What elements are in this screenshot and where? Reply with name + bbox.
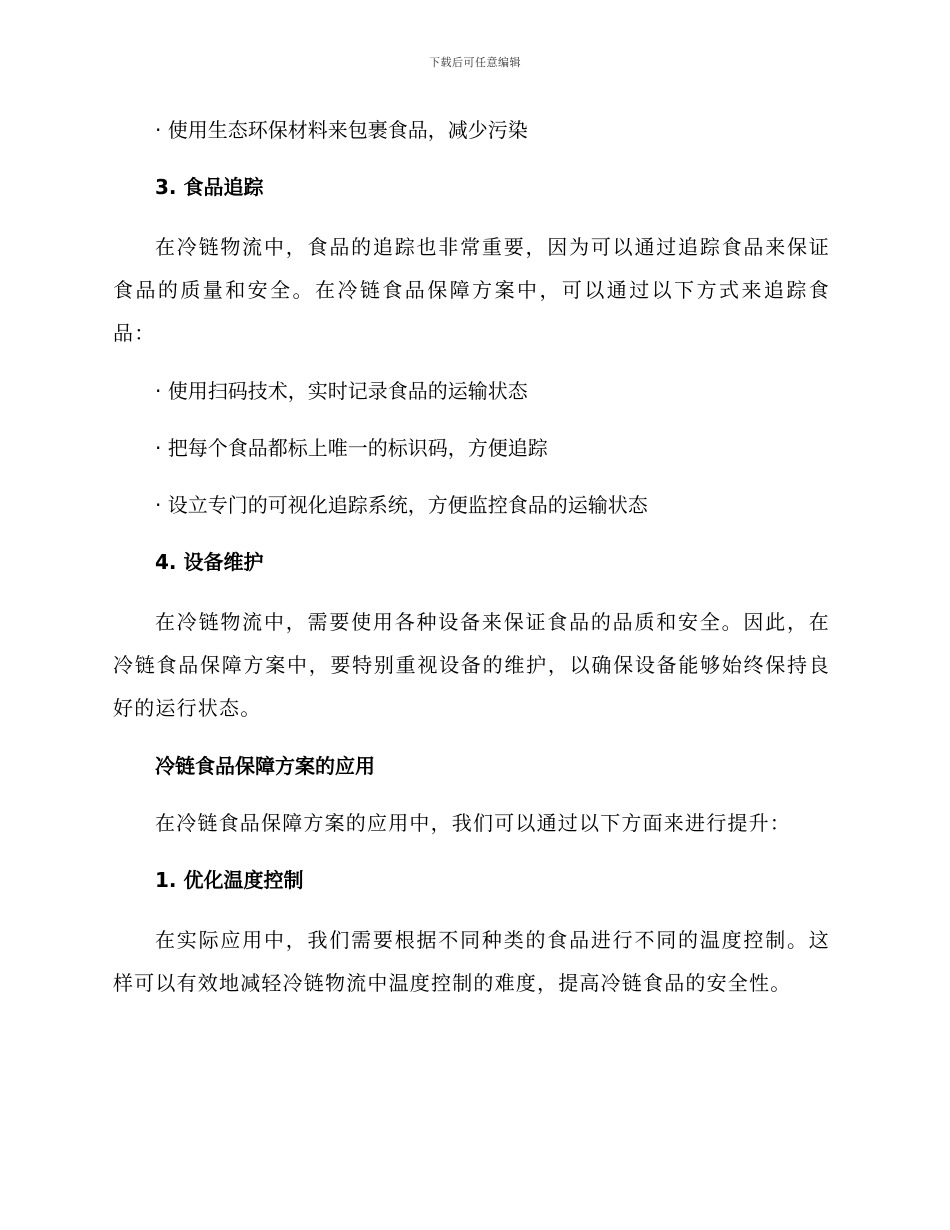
heading-temperature-control: 1. 优化温度控制: [155, 868, 304, 892]
bullet-eco-packaging: · 使用生态环保材料来包裹食品，减少污染: [155, 118, 528, 142]
document-body: [113, 112, 830, 1023]
heading-food-tracking: 3. 食品追踪: [155, 175, 264, 199]
paragraph-food-tracking: 在冷链物流中，食品的追踪也非常重要，因为可以通过追踪食品来保证食品的质量和安全。在冷链食品保障方案中，可以通过以下方式来追踪食品：: [113, 235, 830, 345]
bullet-visual-tracking: · 设立专门的可视化追踪系统，方便监控食品的运输状态: [155, 493, 648, 517]
bullet-scan-code: · 使用扫码技术，实时记录食品的运输状态: [155, 379, 528, 403]
header-note: 下载后可任意编辑: [429, 56, 521, 69]
heading-application: 冷链食品保障方案的应用: [155, 754, 375, 778]
heading-equipment-maintenance: 4. 设备维护: [155, 550, 264, 574]
paragraph-equipment-maintenance: 在冷链物流中，需要使用各种设备来保证食品的品质和安全。因此，在冷链食品保障方案中，要特别重视设备的维护，以确保设备能够始终保持良好的运行状态。: [113, 610, 830, 720]
paragraph-application: 在冷链食品保障方案的应用中，我们可以通过以下方面来进行提升：: [155, 811, 791, 835]
paragraph-temperature-control: 在实际应用中，我们需要根据不同种类的食品进行不同的温度控制。这样可以有效地减轻冷链物流中温度控制的难度，提高冷链食品的安全性。: [113, 928, 830, 995]
bullet-unique-id: · 把每个食品都标上唯一的标识码，方便追踪: [155, 436, 548, 460]
